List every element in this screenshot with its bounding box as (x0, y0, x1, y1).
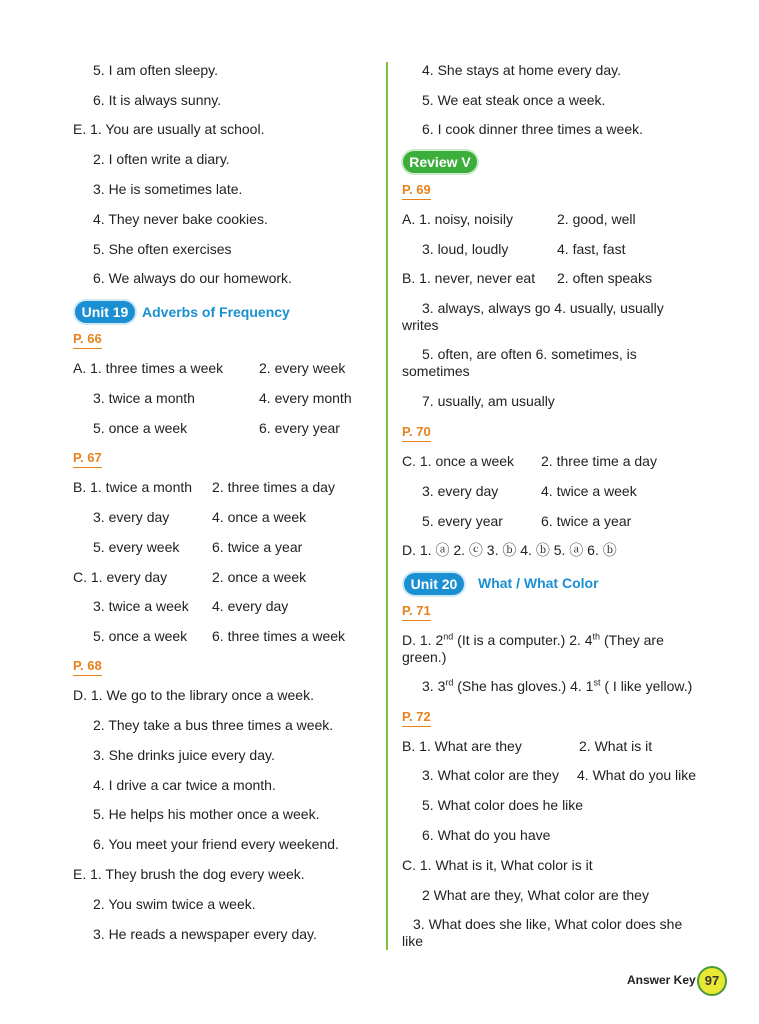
answer-line: 2. once a week (212, 569, 307, 585)
answer-line: like (402, 933, 424, 949)
unit-19-title: Adverbs of Frequency (142, 304, 290, 320)
answer-line: 2 What are they, What color are they (422, 887, 649, 903)
answer-line: 5. every week (93, 539, 180, 555)
answer-line: writes (402, 317, 439, 333)
answer-line: 2. You swim twice a week. (93, 896, 256, 912)
answer-line: 2. What is it (579, 738, 653, 754)
page-number: 97 (697, 966, 727, 996)
answer-line: E. 1. You are usually at school. (73, 121, 265, 137)
review-v-badge: Review V (403, 151, 477, 173)
unit-20-badge: Unit 20 (404, 573, 464, 595)
answer-line: 3. He is sometimes late. (93, 181, 243, 197)
answer-line: 5. I am often sleepy. (93, 62, 219, 78)
answer-line: B. 1. twice a month (73, 479, 193, 495)
answer-line: 5. once a week (93, 628, 188, 644)
answer-line: 3. every day (93, 509, 170, 525)
answer-line: 3. twice a week (93, 598, 189, 614)
answer-line: 4. She stays at home every day. (422, 62, 621, 78)
answer-line: 6. twice a year (541, 513, 632, 529)
answer-line: 6. every year (259, 420, 340, 436)
answer-line: D. 1. We go to the library once a week. (73, 687, 314, 703)
answer-line: 4. every month (259, 390, 352, 406)
page-ref-p72: P. 72 (402, 709, 431, 727)
unit-20-title: What / What Color (478, 575, 599, 591)
answer-line: 5. We eat steak once a week. (422, 92, 606, 108)
answer-line: 6. We always do our homework. (93, 270, 292, 286)
answer-line: 3. He reads a newspaper every day. (93, 926, 317, 942)
answer-line: 3. 3rd (She has gloves.) 4. 1st ( I like yellow.) (422, 677, 693, 694)
answer-line: 5. She often exercises (93, 241, 232, 257)
answer-line: 3. What color are they (422, 767, 559, 783)
answer-line: D. 1. 2nd (It is a computer.) 2. 4th (They are (402, 631, 664, 648)
answer-line: C. 1. once a week (402, 453, 515, 469)
answer-line: 7. usually, am usually (422, 393, 555, 409)
page-ref-p68: P. 68 (73, 658, 102, 676)
answer-line: 3. What does she like, What color does she (413, 916, 683, 932)
column-divider (386, 62, 388, 950)
answer-line: 5. He helps his mother once a week. (93, 806, 320, 822)
answer-line: A. 1. noisy, noisily (402, 211, 514, 227)
answer-line: 6. three times a week (212, 628, 346, 644)
answer-line: A. 1. three times a week (73, 360, 224, 376)
answer-line: 2. three time a day (541, 453, 657, 469)
answer-line: 2. every week (259, 360, 346, 376)
page-ref-p71: P. 71 (402, 603, 431, 621)
answer-line: 4. every day (212, 598, 289, 614)
page-ref-p70: P. 70 (402, 424, 431, 442)
answer-line: 2. I often write a diary. (93, 151, 230, 167)
page-ref-p69: P. 69 (402, 182, 431, 200)
answer-line: 4. fast, fast (557, 241, 626, 257)
answer-line: 2. They take a bus three times a week. (93, 717, 334, 733)
page-ref-p67: P. 67 (73, 450, 102, 468)
answer-line: 4. twice a week (541, 483, 637, 499)
answer-line: 2. good, well (557, 211, 636, 227)
answer-line: 6. You meet your friend every weekend. (93, 836, 339, 852)
answer-line: 4. once a week (212, 509, 307, 525)
unit-19-badge: Unit 19 (75, 301, 135, 323)
answer-line: 3. twice a month (93, 390, 195, 406)
answer-line: 3. She drinks juice every day. (93, 747, 275, 763)
answer-key-label: Answer Key (627, 973, 696, 987)
answer-line: D. 1. ⓐ 2. ⓒ 3. ⓑ 4. ⓑ 5. ⓐ 6. ⓑ (402, 542, 617, 558)
answer-line: E. 1. They brush the dog every week. (73, 866, 305, 882)
answer-line: 6. I cook dinner three times a week. (422, 121, 643, 137)
answer-line: 4. They never bake cookies. (93, 211, 268, 227)
answer-line: 2. three times a day (212, 479, 335, 495)
answer-line: 6. What do you have (422, 827, 551, 843)
answer-line: 6. twice a year (212, 539, 303, 555)
answer-line: C. 1. What is it, What color is it (402, 857, 593, 873)
answer-line: 2. often speaks (557, 270, 652, 286)
answer-line: 3. loud, loudly (422, 241, 509, 257)
answer-line: green.) (402, 649, 447, 665)
answer-line: 5. What color does he like (422, 797, 584, 813)
answer-line: 4. What do you like (577, 767, 697, 783)
answer-line: C. 1. every day (73, 569, 168, 585)
answer-line: 4. I drive a car twice a month. (93, 777, 276, 793)
answer-line: 5. once a week (93, 420, 188, 436)
answer-line: sometimes (402, 363, 470, 379)
answer-line: 5. every year (422, 513, 503, 529)
answer-line: 5. often, are often 6. sometimes, is (422, 346, 637, 362)
answer-line: 3. always, always go 4. usually, usually (422, 300, 664, 316)
page-ref-p66: P. 66 (73, 331, 102, 349)
answer-line: 3. every day (422, 483, 499, 499)
answer-line: B. 1. never, never eat (402, 270, 536, 286)
answer-line: 6. It is always sunny. (93, 92, 222, 108)
answer-line: B. 1. What are they (402, 738, 522, 754)
